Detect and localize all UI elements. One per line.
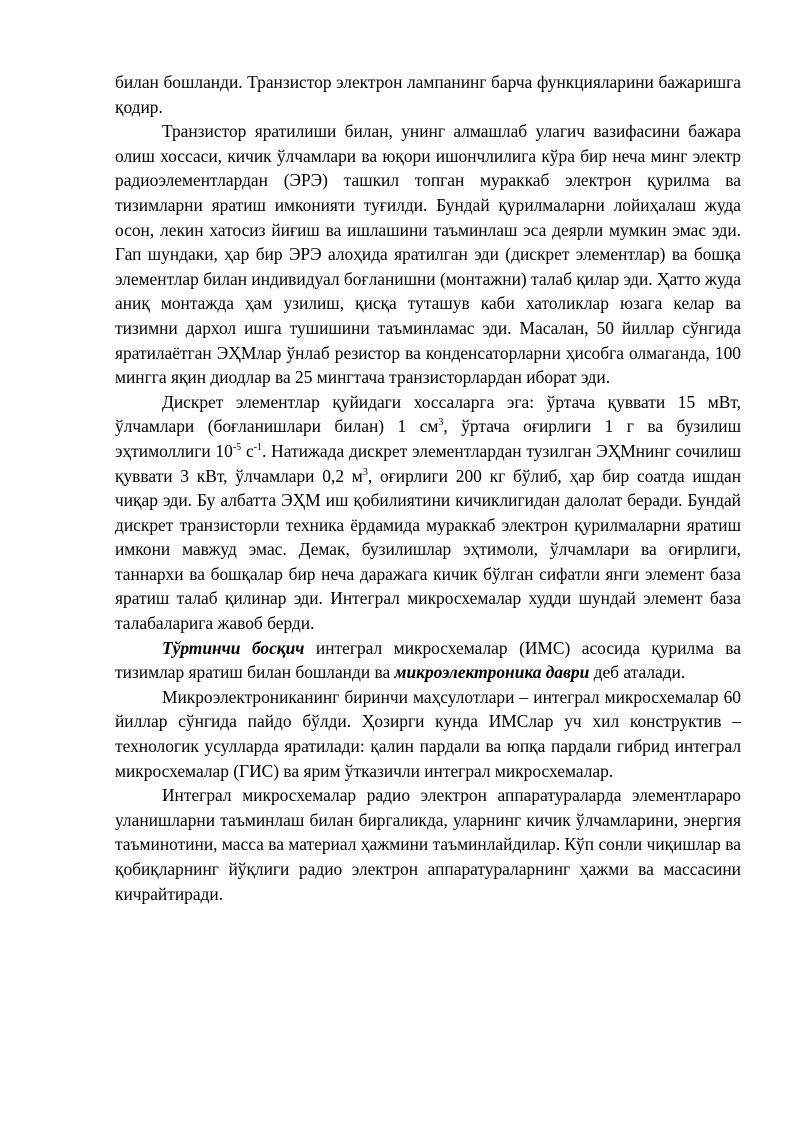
emphasis-fourth-stage: Тўртинчи босқич bbox=[162, 637, 305, 658]
paragraph-transistor-creation: Транзистор яратилиши билан, унинг алмашлаб улагич вазифасини бажара олиш хоссаси, кичик ўлчамлари ва юқори ишончлилига кўра бир неча минг электр радиоэлементлардан (ЭРЭ) ташкил топган мураккаб электрон қурилма ва тизимларни яратиш имконияти туғилди. Бундай қурилмаларни лойиҳалаш жуда осон, лекин хатосиз йиғиш ва ишлашини таъминлаш эса деярли мумкин эмас эди. Гап шундаки, ҳар бир ЭРЭ алоҳида яратилган эди (дискрет элементлар) ва бошқа элементлар билан индивидуал боғланишни (монтажни) талаб қилар эди. Ҳатто жуда аниқ монтажда ҳам узилиш, қисқа туташув каби хатоликлар юзага келар ва тизимни дархол ишга тушишини таъминламас эди. Масалан, 50 йиллар сўнгида яратилаётган ЭҲМлар ўнлаб резистор ва конденсаторларни ҳисобга олмаганда, 100 мингга яқин диодлар ва 25 мингтача транзисторлардан иборат эди. bbox=[115, 121, 741, 388]
paragraph-discrete-elements bbox=[115, 390, 741, 636]
superscript: 3 bbox=[362, 466, 368, 478]
paragraph-fourth-stage bbox=[115, 636, 741, 685]
text-segment: интеграл микросхемалар (ИМС) асосида қурилма ва тизимлар яратиш билан бошланди ва bbox=[115, 637, 741, 683]
paragraph-continuation: билан бошланди. Транзистор электрон лампанинг барча функцияларини бажаришга қодир. bbox=[115, 72, 741, 117]
document-page bbox=[115, 70, 741, 906]
superscript: 3 bbox=[438, 417, 444, 429]
text-segment: . Натижада дискрет элементлардан тузилган ЭҲМнинг сочилиш қуввати 3 кВт, ўлчамлари 0,2 м bbox=[115, 440, 741, 486]
text-segment: деб аталади. bbox=[589, 662, 686, 683]
paragraph-integrated-circuits: Интеграл микросхемалар радио электрон аппаратураларда элементлараро уланишларни таъминлаш билан биргаликда, уларнинг кичик ўлчамларини, энергия таъминотини, масса ва материал ҳажмини таъминлайдилар. Кўп сонли чиқишлар ва қобиқларнинг йўқлиги радио электрон аппаратураларнинг ҳажми ва массасини кичрайтиради. bbox=[115, 785, 741, 904]
text-segment: , ўртача оғирлиги 1 г ва бузилиш эҳтимоллиги 10 bbox=[115, 416, 741, 461]
superscript: -1 bbox=[253, 442, 263, 454]
text-segment: с bbox=[241, 440, 254, 461]
emphasis-microelectronics-era: микроэлектроника даври bbox=[394, 662, 590, 683]
superscript: -5 bbox=[232, 442, 242, 454]
paragraph-microelectronics-products: Микроэлектрониканинг биринчи маҳсулотлари – интеграл микросхемалар 60 йиллар сўнгида пайдо бўлди. Ҳозирги кунда ИМСлар уч хил конструктив – технологик усулларда яратилади: қалин пардали ва юпқа пардали гибрид интеграл микросхемалар (ГИС) ва ярим ўтказичли интеграл микросхемалар. bbox=[115, 686, 741, 781]
text-segment: Дискрет элементлар қуйидаги хоссаларга эга: ўртача қуввати 15 мВт, ўлчамлари (боғланишлари билан) 1 см bbox=[115, 391, 741, 437]
text-segment: , оғирлиги 200 кг бўлиб, ҳар бир соатда ишдан чиқар эди. Бу албатта ЭҲМ иш қобилиятини кичиклигидан далолат беради. Бундай дискрет транзисторли техника ёрдамида мураккаб электрон қурилмаларни яратиш имкони мавжуд эмас. Демак, бузилишлар эҳтимоли, ўлчамлари ва оғирлиги, таннархи ва бошқалар бир неча даражага кичик бўлган сифатли янги элемент база яратиш талаб қилинар эди. Интеграл микросхемалар худди шундай элемент база талабаларига жавоб берди. bbox=[115, 465, 742, 634]
